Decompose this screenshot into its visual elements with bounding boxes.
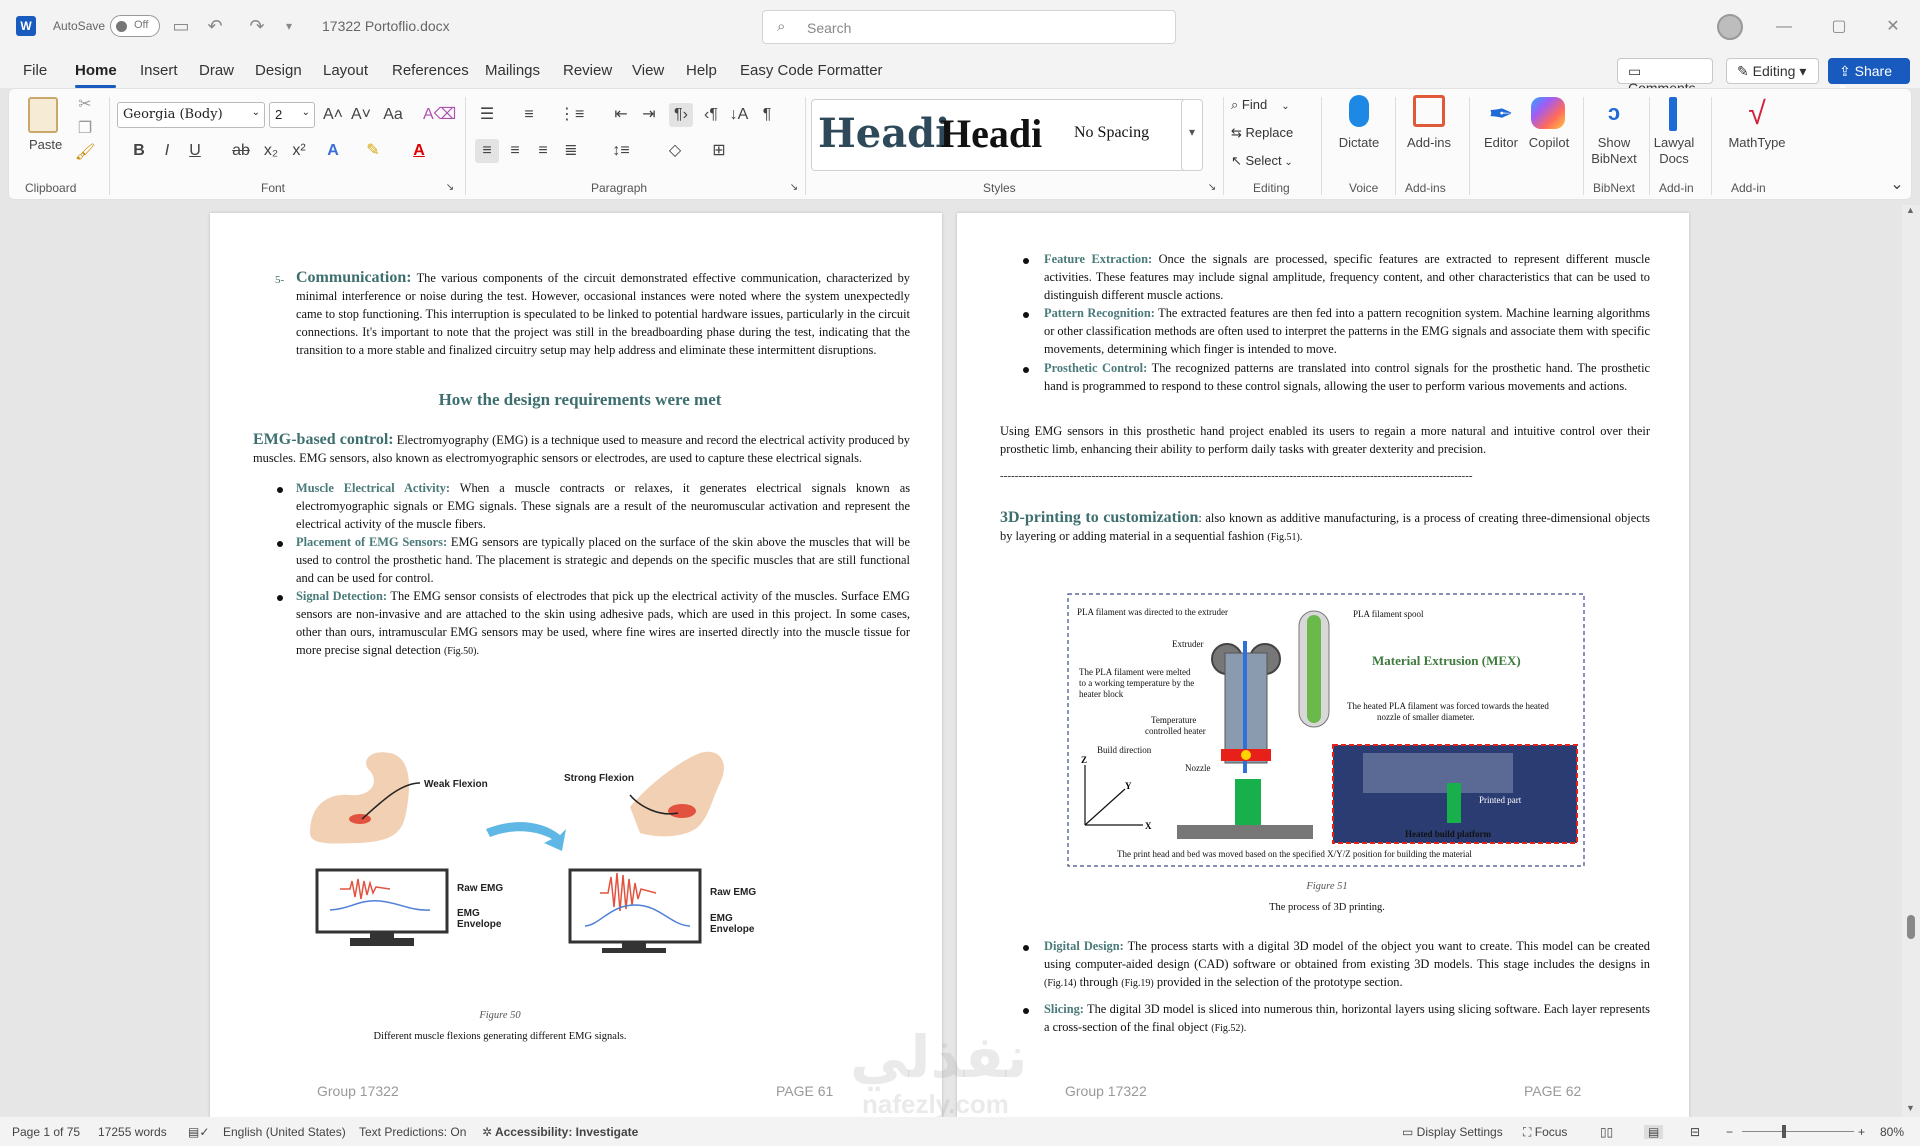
focus-mode[interactable]	[1523, 1125, 1567, 1140]
arrow-icon	[486, 822, 566, 851]
display-icon: ▭	[1402, 1125, 1417, 1139]
bullet-heading: Muscle Electrical Activity:	[296, 481, 451, 495]
group-divider	[1395, 97, 1396, 195]
zoom-out-icon[interactable]: −	[1726, 1125, 1734, 1139]
line-spacing-icon[interactable]: ↕≡	[612, 142, 630, 159]
fig-label: Printed part	[1479, 795, 1522, 805]
mathtype-icon[interactable]: √	[1748, 95, 1766, 131]
accessibility-icon: ✲	[482, 1125, 495, 1139]
autosave-toggle[interactable]	[110, 15, 160, 37]
font-name-value: Georgia (Body)	[123, 107, 223, 122]
font-size-dropdown[interactable]	[269, 102, 315, 128]
strikethrough-icon[interactable]: ab	[232, 142, 250, 159]
ribbon	[8, 88, 1912, 200]
search-icon: ⌕	[777, 18, 786, 35]
fig-label: Temperature	[1151, 715, 1197, 725]
clipboard-group-label: Clipboard	[25, 181, 77, 195]
watermark-url: nafezly.com	[862, 1089, 1009, 1117]
monitor-weak-image	[317, 870, 447, 946]
footer-group: Group 17322	[1065, 1083, 1147, 1099]
footer-page-number: PAGE 61	[776, 1083, 834, 1099]
bullet-body: provided in the selection of the prototype section.	[1156, 975, 1403, 989]
tab-layout[interactable]: Layout	[323, 62, 369, 79]
list-item[interactable]	[296, 479, 910, 533]
copy-icon[interactable]: ❐	[77, 120, 93, 137]
lawyal-docs-line2[interactable]: Docs	[1659, 151, 1689, 166]
close-icon[interactable]: ✕	[1886, 18, 1900, 35]
communication-paragraph[interactable]	[296, 269, 910, 359]
group-divider	[1583, 97, 1584, 195]
tab-easy-code-formatter[interactable]: Easy Code Formatter	[740, 62, 883, 79]
replace-icon: ⇆	[1231, 125, 1246, 140]
bullet-dot	[277, 541, 283, 547]
figure-caption: The process of 3D printing.	[1269, 902, 1385, 913]
dictate-button[interactable]: Dictate	[1338, 135, 1380, 150]
3d-printing-figure	[1067, 593, 1587, 869]
style-heading2[interactable]: Headi	[940, 111, 1043, 156]
ltr-icon[interactable]: ¶›	[669, 103, 693, 127]
bold-icon[interactable]: B	[133, 142, 145, 159]
pencil-icon: ✎	[1737, 63, 1753, 79]
justify-icon[interactable]: ≣	[564, 142, 578, 159]
print-layout-icon[interactable]: ▤	[1644, 1125, 1663, 1139]
display-settings[interactable]	[1402, 1125, 1503, 1139]
paragraph-group-label: Paragraph	[591, 181, 648, 195]
list-item[interactable]	[296, 533, 910, 587]
emg-body: Electromyography (EMG) is a technique used to measure and record the electrical activity produced by muscles. EMG sensors, also known as electromyographic sensors or electrodes, are used to capture these electrical signals.	[253, 433, 910, 465]
bullet-heading: Signal Detection:	[296, 589, 388, 603]
scroll-down-icon[interactable]: ▼	[1906, 1103, 1915, 1113]
tab-mailings[interactable]: Mailings	[485, 62, 541, 79]
printing-body: : also known as additive manufacturing, is a process of creating three-dimensional objects by layering or adding material in a sequential fashion	[1000, 511, 1650, 543]
fig-label: The print head and bed was moved based on the specified X/Y/Z position for building the material	[1117, 849, 1472, 859]
divider-line: ---------------------------------------------------------------------------------------------------------------------------------	[1000, 470, 1473, 482]
paste-button[interactable]: Paste	[29, 137, 63, 152]
change-case-icon[interactable]: Aa	[383, 106, 403, 123]
autosave-label: AutoSave	[53, 19, 106, 33]
italic-icon[interactable]: I	[164, 142, 170, 159]
watermark-arabic: نفذلي	[850, 1023, 1028, 1091]
figure-label: Figure 51	[1306, 881, 1348, 892]
editing-mode-button[interactable]	[1726, 58, 1819, 84]
chevron-down-icon: ⌄	[251, 107, 260, 118]
comments-button[interactable]	[1617, 58, 1713, 84]
list-item[interactable]	[1044, 937, 1650, 993]
figure-reference: (Fig.50).	[443, 646, 479, 657]
list-number: 5-	[275, 274, 285, 286]
show-bibnext-line2[interactable]: BibNext	[1591, 151, 1637, 166]
find-button[interactable]	[1231, 97, 1290, 113]
weak-flexion-label: Weak Flexion	[424, 779, 488, 790]
zoom-in-icon[interactable]: +	[1858, 1125, 1866, 1139]
display-settings-label: Display Settings	[1416, 1125, 1503, 1139]
group-divider	[109, 97, 110, 195]
bullet-body: The process starts with a digital 3D model of the object you want to create. This model can be created using computer-aided design (CAD) software or obtained from existing 3D models. This stage includes the designs in	[1044, 939, 1651, 971]
align-center-icon[interactable]: ≡	[510, 142, 520, 159]
emg-heading: EMG-based control:	[253, 431, 394, 448]
replace-button[interactable]	[1231, 125, 1293, 141]
figure-caption: Different muscle flexions generating different EMG signals.	[373, 1031, 627, 1042]
align-right-icon[interactable]: ≡	[538, 142, 548, 159]
printing-heading: 3D-printing to customization	[1000, 509, 1199, 526]
title-bar	[0, 0, 1920, 54]
tab-insert[interactable]: Insert	[140, 62, 178, 79]
bullet-dot	[1023, 312, 1029, 318]
group-divider	[805, 97, 806, 195]
bullet-dot	[277, 595, 283, 601]
text-effects-icon[interactable]: A	[327, 142, 339, 159]
emg-envelope-label: Envelope	[457, 919, 502, 930]
share-label: Share	[1854, 63, 1892, 79]
paragraph-dialog-launcher-icon[interactable]: ↘	[789, 182, 799, 193]
footer-page-number: PAGE 62	[1524, 1083, 1582, 1099]
bullet-body: through	[1079, 975, 1119, 989]
fig-label: Nozzle	[1185, 763, 1211, 773]
raw-emg-label: Raw EMG	[710, 887, 757, 898]
styles-more-icon[interactable]: ▾	[1181, 99, 1203, 171]
chevron-down-icon: ⌄	[301, 107, 310, 118]
communication-body: The various components of the circuit demonstrated effective communication, characterized by minimal interference or noise during the test. However, occasional instances were noted where the system unexpectedly came to stop functioning. This interruption is speculated to be linked to potential hardware issues, particularly in the circuit connections. It's important to note that the project was still in the breadboarding phase during the test, indicating that the transition to a more stable and finalized circuitry setup may help address and eliminate these intermittent disruptions.	[296, 271, 911, 357]
vertical-scrollbar[interactable]	[1902, 205, 1920, 1117]
styles-gallery[interactable]	[811, 99, 1191, 171]
bullet-dot	[1023, 258, 1029, 264]
tab-view[interactable]: View	[632, 62, 665, 79]
chevron-down-icon: ⌄	[1281, 101, 1290, 112]
paste-icon[interactable]	[28, 97, 58, 133]
select-label: Select	[1245, 153, 1282, 168]
fig-label: controlled heater	[1145, 726, 1206, 736]
tab-home[interactable]: Home	[75, 62, 117, 79]
text-predictions[interactable]: Text Predictions: On	[359, 1125, 467, 1139]
strong-flexion-arm-image	[630, 752, 724, 837]
tab-file[interactable]: File	[23, 62, 48, 79]
zoom-level[interactable]: 80%	[1880, 1125, 1905, 1139]
copilot-button[interactable]: Copilot	[1528, 135, 1570, 150]
mathtype-group-label: Add-in	[1731, 181, 1766, 195]
bullet-dot	[277, 487, 283, 493]
axis-x-label: X	[1145, 821, 1152, 831]
fig-label: Extruder	[1172, 639, 1204, 649]
scroll-up-icon[interactable]: ▲	[1906, 205, 1915, 215]
shading-icon[interactable]: ◇	[668, 142, 682, 159]
bullet-dot	[1023, 945, 1029, 951]
multilevel-list-icon[interactable]: ⋮≡	[559, 106, 585, 123]
align-left-icon[interactable]: ≡	[475, 139, 499, 163]
tab-review[interactable]: Review	[563, 62, 613, 79]
figure-reference: (Fig.14)	[1044, 978, 1077, 989]
superscript-icon[interactable]: x²	[292, 142, 306, 159]
figure-reference: (Fig.19)	[1121, 978, 1154, 989]
bullet-heading: Slicing:	[1044, 1002, 1084, 1016]
show-bibnext-line1[interactable]: Show	[1597, 135, 1631, 150]
maximize-icon[interactable]: ▢	[1831, 18, 1847, 35]
style-no-spacing[interactable]: No Spacing	[1074, 124, 1150, 141]
bullet-body: EMG sensors are typically placed on the surface of the skin above the muscles that will be used to control the prosthetic hand. The placement is strategic and depends on the specific muscles that are still functional and can be used for control.	[296, 535, 910, 585]
save-icon[interactable]: ▭	[172, 16, 190, 36]
editing-group-label: Editing	[1253, 181, 1290, 195]
addins-button[interactable]: Add-ins	[1406, 135, 1452, 150]
mex-title: Material Extrusion (MEX)	[1372, 653, 1521, 668]
undo-icon[interactable]: ↶	[207, 16, 223, 36]
axis-z-label: Z	[1081, 755, 1088, 765]
cut-icon[interactable]: ✂	[78, 96, 92, 113]
page-61[interactable]	[210, 213, 942, 1117]
fig-label: The PLA filament were melted	[1079, 667, 1191, 677]
highlight-icon[interactable]: ✎	[366, 142, 380, 159]
bibnext-group-label: BibNext	[1593, 181, 1636, 195]
list-item[interactable]	[1044, 1000, 1650, 1038]
shrink-font-icon[interactable]: A˅	[350, 106, 371, 123]
emg-envelope-label: Envelope	[710, 924, 755, 935]
grow-font-icon[interactable]: A˄	[322, 106, 343, 123]
word-count[interactable]: 17255 words	[98, 1125, 167, 1139]
group-divider	[1469, 97, 1470, 195]
emg-envelope-label: EMG	[457, 908, 480, 919]
emg-figure	[300, 743, 860, 953]
toggle-knob	[116, 21, 127, 32]
editor-icon[interactable]: ✒	[1488, 98, 1514, 131]
bullet-heading: Placement of EMG Sensors:	[296, 535, 448, 549]
list-item[interactable]	[1044, 359, 1650, 395]
scrollbar-thumb[interactable]	[1907, 915, 1915, 939]
fig-label: Build direction	[1097, 745, 1152, 755]
tab-draw[interactable]: Draw	[199, 62, 235, 79]
list-item[interactable]	[1044, 304, 1650, 358]
focus-icon: ⛶	[1523, 1125, 1535, 1139]
voice-group-label: Voice	[1349, 181, 1379, 195]
microphone-icon[interactable]	[1349, 95, 1369, 127]
bullet-body: Once the signals are processed, specific features are extracted to represent different muscle activities. These features may include signal amplitude, frequency content, and other characteristics that can be used to distinguish different muscle actions.	[1044, 252, 1650, 302]
lawyal-docs-line1[interactable]: Lawyal	[1653, 135, 1695, 150]
format-painter-icon[interactable]: 🖌	[74, 144, 96, 161]
chevron-down-icon: ▾	[1795, 63, 1807, 79]
lawyal-group-label: Add-in	[1659, 181, 1694, 195]
document-canvas[interactable]	[0, 205, 1920, 1117]
mathtype-button[interactable]: MathType	[1728, 135, 1786, 150]
styles-group-label: Styles	[983, 181, 1016, 195]
editing-label: Editing	[1752, 63, 1796, 79]
addins-group-label: Add-ins	[1405, 181, 1446, 195]
avatar[interactable]	[1717, 14, 1743, 40]
bullet-dot	[1023, 367, 1029, 373]
bullet-heading: Digital Design:	[1044, 939, 1124, 953]
chevron-down-icon: ⌄	[1281, 157, 1293, 168]
section-title: How the design requirements were met	[438, 390, 722, 409]
collapse-ribbon-icon[interactable]: ⌄	[1890, 176, 1904, 193]
fig-label: PLA filament spool	[1353, 609, 1424, 619]
increase-indent-icon[interactable]: ⇥	[642, 106, 656, 123]
bullet-heading: Pattern Recognition:	[1044, 306, 1155, 320]
select-button[interactable]	[1231, 153, 1293, 169]
show-marks-icon[interactable]: ¶	[762, 106, 772, 123]
menu-bar	[0, 54, 1920, 88]
summary-paragraph[interactable]: Using EMG sensors in this prosthetic hand project enabled its users to regain a more natural and intuitive control over their prosthetic limb, enhancing their ability to perform daily tasks with greater dexterity and precision.	[1000, 424, 1650, 456]
editor-button[interactable]: Editor	[1484, 135, 1518, 150]
lawyal-icon[interactable]	[1669, 97, 1677, 131]
customize-toolbar-icon[interactable]: ▾	[285, 19, 293, 33]
bullet-body: The digital 3D model is sliced into numerous thin, horizontal layers using slicing software. Each layer represents a cross-section of the final object	[1044, 1002, 1650, 1034]
autosave-state: Off	[134, 19, 149, 31]
list-item[interactable]	[296, 587, 910, 661]
fig-label: Heated build platform	[1405, 829, 1492, 839]
printing-paragraph[interactable]	[1000, 509, 1650, 547]
group-divider	[465, 97, 466, 195]
font-dialog-launcher-icon[interactable]: ↘	[445, 182, 455, 193]
fig-label: heater block	[1079, 689, 1124, 699]
share-icon: ⇪	[1839, 63, 1855, 79]
strong-flexion-label: Strong Flexion	[564, 773, 634, 784]
figure-reference: (Fig.52).	[1211, 1023, 1247, 1034]
page-count[interactable]: Page 1 of 75	[12, 1125, 81, 1139]
accessibility-label: Accessibility: Investigate	[494, 1125, 639, 1139]
axis-y-label: Y	[1125, 781, 1132, 791]
web-layout-icon[interactable]: ⊟	[1690, 1125, 1701, 1139]
communication-heading: Communication:	[296, 269, 412, 286]
focus-label: Focus	[1534, 1125, 1568, 1139]
font-group-label: Font	[261, 181, 286, 195]
zoom-slider[interactable]	[1742, 1131, 1854, 1132]
numbering-icon[interactable]: ≡	[524, 106, 534, 123]
decrease-indent-icon[interactable]: ⇤	[614, 106, 628, 123]
language[interactable]: English (United States)	[223, 1125, 346, 1139]
fig-label: to a working temperature by the	[1079, 678, 1195, 688]
footer-group: Group 17322	[317, 1083, 399, 1099]
read-mode-icon[interactable]: ▯▯	[1600, 1125, 1614, 1139]
bibnext-icon[interactable]: ↄ	[1607, 100, 1621, 125]
monitor-strong-image	[570, 870, 700, 953]
rtl-icon[interactable]: ‹¶	[704, 106, 718, 123]
borders-icon[interactable]: ⊞	[712, 142, 726, 159]
bullet-body: The EMG sensor consists of electrodes that pick up the electrical activity of the muscles. Surface EMG sensors are non-invasive and are attached to the skin using adhesive pads, which are used in this project. In some cases, other than ours, intramuscular EMG sensors may be used, where fine wires are inserted directly into the muscle tissue for more precise signal detection	[296, 589, 910, 657]
styles-dialog-launcher-icon[interactable]: ↘	[1207, 182, 1217, 193]
font-size-value: 2	[275, 107, 283, 122]
emg-envelope-label: EMG	[710, 913, 733, 924]
weak-flexion-arm-image	[310, 752, 420, 843]
emg-paragraph[interactable]	[253, 431, 910, 467]
redo-icon[interactable]: ↷	[249, 16, 265, 36]
bullets-icon[interactable]: ☰	[479, 106, 495, 123]
subscript-icon[interactable]: x₂	[263, 142, 279, 159]
bullet-heading: Feature Extraction:	[1044, 252, 1153, 266]
copilot-icon[interactable]	[1531, 97, 1565, 129]
select-icon: ↖	[1231, 153, 1246, 168]
tab-references[interactable]: References	[392, 62, 469, 79]
font-color-icon[interactable]: A	[413, 142, 425, 159]
search-input[interactable]: Search	[807, 20, 852, 36]
tab-help[interactable]: Help	[686, 62, 717, 79]
group-divider	[1711, 97, 1712, 195]
raw-emg-label: Raw EMG	[457, 883, 504, 894]
underline-icon[interactable]: U	[189, 142, 201, 159]
bullet-body: The recognized patterns are translated into control signals for the prosthetic hand. The prosthetic hand is programmed to respond to these control signals, allowing the user to perform various movements and actions.	[1044, 361, 1651, 393]
list-item[interactable]	[1044, 250, 1650, 304]
status-bar	[0, 1117, 1920, 1146]
bullet-heading: Prosthetic Control:	[1044, 361, 1148, 375]
proofing-icon[interactable]: ▤✓	[188, 1125, 210, 1139]
accessibility-status[interactable]	[482, 1125, 638, 1139]
font-name-dropdown[interactable]	[117, 102, 265, 128]
fig-label: nozzle of smaller diameter.	[1377, 712, 1475, 722]
figure-label: Figure 50	[479, 1010, 521, 1021]
clear-formatting-icon[interactable]: A⌫	[423, 106, 457, 123]
find-icon: ⌕	[1231, 97, 1242, 112]
style-heading1[interactable]: Headi	[818, 110, 951, 157]
group-divider	[1223, 97, 1224, 195]
page-62[interactable]	[957, 213, 1689, 1117]
comment-icon: ▭	[1628, 63, 1642, 79]
search-box[interactable]	[762, 10, 1176, 44]
zoom-slider-thumb[interactable]	[1782, 1125, 1786, 1138]
addins-icon[interactable]	[1413, 95, 1445, 127]
document-title[interactable]: 17322 Portoflio.docx	[322, 18, 450, 34]
replace-label: Replace	[1245, 125, 1294, 140]
find-label: Find	[1241, 97, 1268, 112]
bullet-body: When a muscle contracts or relaxes, it generates electrical signals known as electromyographic signals or EMG signals. These signals are a result of the neuromuscular activation and represent the electrical activity of the muscle fibers.	[296, 481, 911, 531]
sort-icon[interactable]: ↓A	[729, 106, 749, 123]
word-logo-icon: W	[16, 16, 36, 36]
fig-label: The heated PLA filament was forced towards the heated	[1347, 701, 1549, 711]
fig-label: PLA filament was directed to the extruder	[1077, 607, 1228, 617]
minimize-icon[interactable]: —	[1776, 18, 1792, 35]
figure-reference: (Fig.51).	[1267, 532, 1303, 543]
group-divider	[1321, 97, 1322, 195]
share-button[interactable]	[1828, 58, 1910, 84]
tab-design[interactable]: Design	[255, 62, 302, 79]
bullet-body: The extracted features are then fed into a pattern recognition system. Machine learning algorithms or other classification methods are often used to interpret the patterns in the EMG signals and associate them with specific movements, determining which finger is intended to move.	[1044, 306, 1650, 356]
bullet-dot	[1023, 1008, 1029, 1014]
